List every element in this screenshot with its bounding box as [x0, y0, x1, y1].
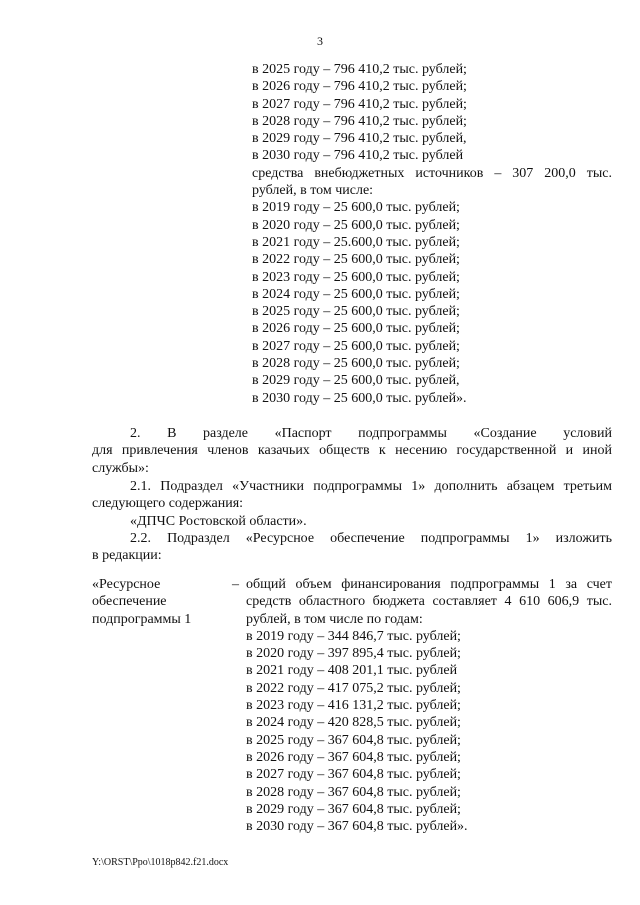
list-item: в 2023 году – 416 131,2 тыс. рублей; — [246, 698, 461, 714]
list-item: в 2026 году – 25 600,0 тыс. рублей; — [252, 321, 460, 337]
table-label-line: «Ресурсное — [92, 577, 161, 592]
list-item: в 2022 году – 417 075,2 тыс. рублей; — [246, 680, 461, 696]
funding-list-top — [252, 61, 612, 407]
list-item: в 2028 году – 796 410,2 тыс. рублей; — [252, 113, 467, 129]
table-intro-line: общий объем финансирования подпрограммы 1 за счет — [246, 577, 612, 592]
paragraph-2-1-quote: «ДПЧС Ростовской области». — [130, 513, 307, 529]
paragraph-2-1 — [92, 478, 612, 530]
list-item: в 2029 году – 796 410,2 тыс. рублей, — [252, 131, 467, 147]
list-item: в 2027 году – 25 600,0 тыс. рублей; — [252, 338, 460, 354]
paragraph-2-1-line-2: следующего содержания: — [92, 496, 244, 512]
list-item: в 2025 году – 796 410,2 тыс. рублей; — [252, 62, 467, 77]
list-item: в 2030 году – 25 600,0 тыс. рублей». — [252, 390, 467, 406]
table-intro-line: рублей, в том числе по годам: — [246, 611, 423, 627]
list-item: в 2024 году – 25 600,0 тыс. рублей; — [252, 286, 460, 302]
list-item: в 2026 году – 796 410,2 тыс. рублей; — [252, 79, 467, 95]
table-intro-line: средств областного бюджета составляет 4 610 606,9 тыс. — [246, 594, 612, 610]
table-label-line: подпрограммы 1 — [92, 611, 192, 627]
page-number: 3 — [317, 34, 323, 48]
list-item: в 2027 году – 796 410,2 тыс. рублей; — [252, 96, 467, 112]
list-item: в 2028 году – 25 600,0 тыс. рублей; — [252, 356, 460, 372]
paragraph-2 — [92, 425, 612, 477]
table-label-line: обеспечение — [92, 594, 167, 610]
paragraph-2-line-1: 2. В разделе «Паспорт подпрограммы «Создание условий — [130, 426, 612, 441]
paragraph-2-2-line-2: в редакции: — [92, 548, 162, 564]
list-item: в 2029 году – 367 604,8 тыс. рублей; — [246, 801, 461, 817]
list-item: в 2025 году – 25 600,0 тыс. рублей; — [252, 304, 460, 320]
list-item: в 2027 году – 367 604,8 тыс. рублей; — [246, 767, 461, 783]
list-item: в 2023 году – 25 600,0 тыс. рублей; — [252, 269, 460, 285]
resource-table-label — [92, 576, 232, 628]
list-item: в 2022 году – 25 600,0 тыс. рублей; — [252, 252, 460, 268]
paragraph-2-2-line-1: 2.2. Подраздел «Ресурсное обеспечение подпрограммы 1» изложить — [130, 531, 612, 546]
list-item: в 2028 году – 367 604,8 тыс. рублей; — [246, 784, 461, 800]
extra-funds-line-2: рублей, в том числе: — [252, 183, 374, 199]
list-item: в 2019 году – 25 600,0 тыс. рублей; — [252, 200, 460, 216]
paragraph-2-line-2: для привлечения членов казачьих обществ к несению государственной и иной — [92, 443, 612, 459]
list-item: в 2020 году – 397 895,4 тыс. рублей; — [246, 646, 461, 662]
list-item: в 2030 году – 367 604,8 тыс. рублей». — [246, 819, 468, 835]
list-item: в 2030 году – 796 410,2 тыс. рублей — [252, 148, 464, 164]
list-item: в 2024 году – 420 828,5 тыс. рублей; — [246, 715, 461, 731]
resource-table-value — [246, 576, 612, 835]
paragraph-2-2 — [92, 530, 612, 565]
paragraph-2-1-line-1: 2.1. Подраздел «Участники подпрограммы 1» дополнить абзацем третьим — [130, 479, 612, 494]
extra-funds-line-1: средства внебюджетных источников – 307 200,0 тыс. — [252, 165, 612, 181]
list-item: в 2021 году – 408 201,1 тыс. рублей — [246, 663, 458, 679]
file-path-footer: Y:\ORST\Ppo\1018p842.f21.docx — [92, 857, 229, 868]
list-item: в 2025 году – 367 604,8 тыс. рублей; — [246, 732, 461, 748]
list-item: в 2029 году – 25 600,0 тыс. рублей, — [252, 373, 460, 389]
list-item: в 2021 году – 25.600,0 тыс. рублей; — [252, 234, 460, 250]
table-dash: – — [232, 577, 239, 592]
list-item: в 2026 году – 367 604,8 тыс. рублей; — [246, 749, 461, 765]
paragraph-2-line-3: службы»: — [92, 460, 149, 476]
list-item: в 2019 году – 344 846,7 тыс. рублей; — [246, 628, 461, 644]
list-item: в 2020 году – 25 600,0 тыс. рублей; — [252, 217, 460, 233]
